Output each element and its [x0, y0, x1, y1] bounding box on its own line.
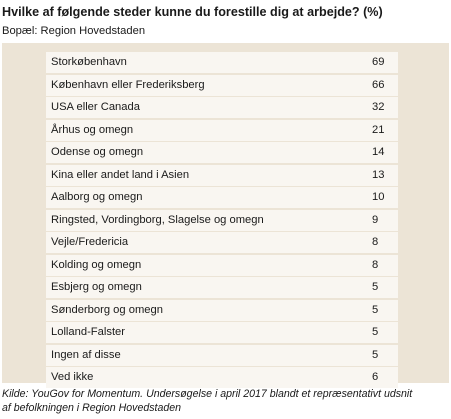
row-label: USA eller Canada	[51, 101, 140, 113]
table-row	[46, 165, 398, 186]
table-row	[46, 120, 398, 141]
source-note	[2, 388, 449, 415]
row-value: 21	[372, 123, 385, 136]
table-row	[46, 75, 398, 96]
table-row	[46, 187, 398, 208]
row-label: Ved ikke	[51, 371, 94, 383]
row-value: 66	[372, 78, 385, 91]
row-value: 14	[372, 146, 385, 158]
row-value: 32	[372, 101, 385, 113]
row-value: 5	[372, 303, 379, 316]
row-label: Ringsted, Vordingborg, Slagelse og omegn	[51, 213, 264, 226]
chart-subtitle: Bopæl: Region Hovedstaden	[2, 25, 146, 37]
row-value: 8	[372, 236, 379, 248]
table-row	[46, 210, 398, 231]
row-value: 8	[372, 258, 379, 271]
row-label: Aalborg og omegn	[51, 191, 143, 203]
table-row	[46, 97, 398, 118]
table-panel	[2, 43, 449, 383]
row-value: 6	[372, 371, 379, 383]
row-label: Esbjerg og omegn	[51, 281, 142, 293]
row-label: København eller Frederiksberg	[51, 78, 205, 91]
table-row	[46, 52, 398, 73]
row-label: Ingen af disse	[51, 348, 121, 361]
row-value: 9	[372, 213, 379, 226]
table-row	[46, 345, 398, 366]
table-row	[46, 232, 398, 253]
table-row	[46, 255, 398, 276]
row-label: Kina eller andet land i Asien	[51, 168, 190, 181]
table-row	[46, 277, 398, 298]
row-value: 69	[372, 56, 385, 68]
row-value: 10	[372, 191, 385, 203]
row-label: Kolding og omegn	[51, 258, 142, 271]
table-row	[46, 322, 398, 343]
row-label: Odense og omegn	[51, 146, 144, 158]
row-value: 13	[372, 168, 385, 181]
row-label: Århus og omegn	[51, 123, 134, 136]
chart-title: Hvilke af følgende steder kunne du forestille dig at arbejde? (%)	[2, 5, 383, 19]
source-line-2: af befolkningen i Region Hovedstaden	[2, 401, 182, 414]
source-line-1: Kilde: YouGov for Momentum. Undersøgelse i april 2017 blandt et repræsentativt udsnit	[2, 388, 413, 400]
table-row	[46, 300, 398, 321]
row-value: 5	[372, 326, 379, 338]
row-value: 5	[372, 348, 379, 361]
row-label: Storkøbenhavn	[51, 56, 127, 68]
row-value: 5	[372, 281, 379, 293]
table-row	[46, 142, 398, 163]
row-label: Lolland-Falster	[51, 326, 125, 338]
table-row	[46, 367, 398, 388]
row-label: Vejle/Fredericia	[51, 236, 129, 248]
row-label: Sønderborg og omegn	[51, 303, 163, 316]
